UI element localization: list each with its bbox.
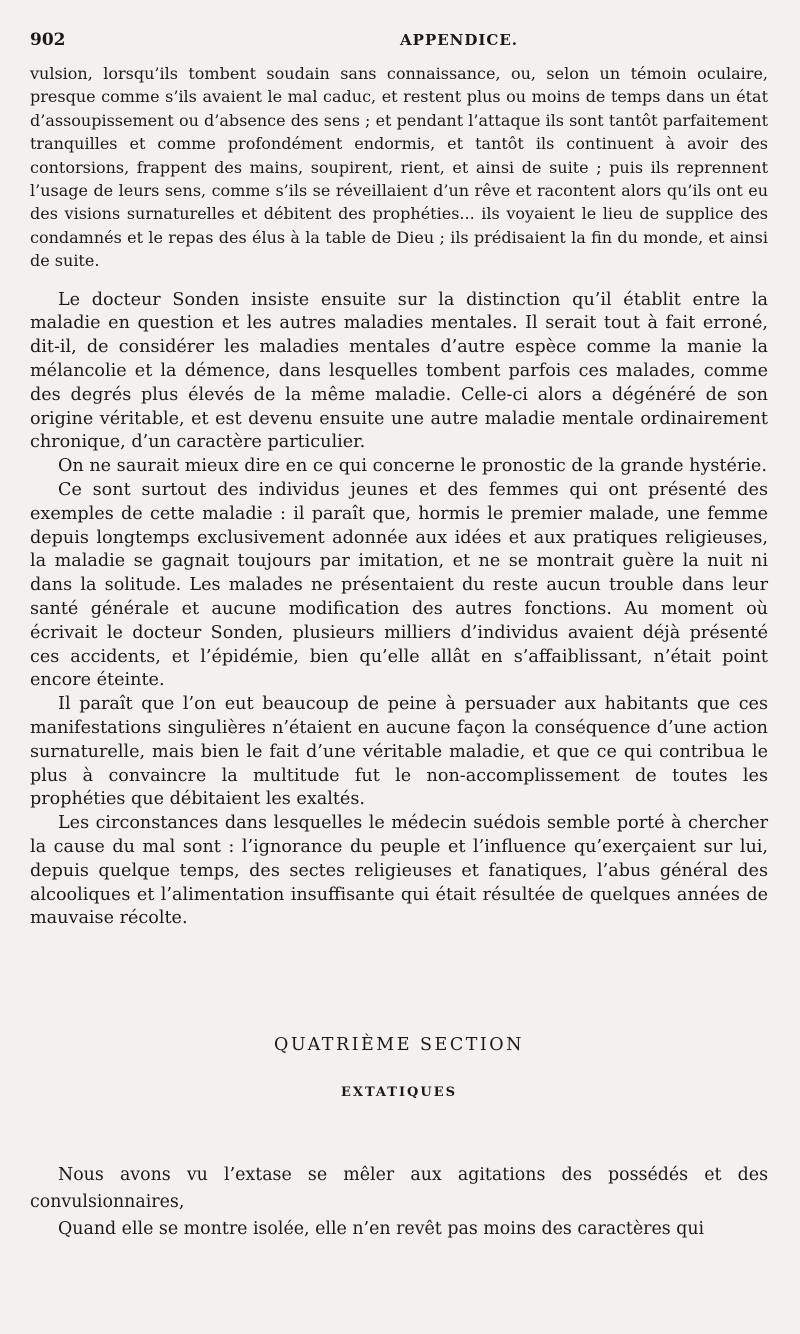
paragraph: Les circonstances dans lesquelles le médecin suédois semble porté à chercher la cause du mal sont : l’ignorance du peuple et l’influence qu’exerçaient sur lui, depuis quelque temps, des sectes religieuses et fanatiques, l’abus général des alcooliques et l’alimentation insuffisante qui était résultée de quelques années de mauvaise récolte. xyxy=(30,813,768,929)
section-title: QUATRIÈME SECTION xyxy=(274,1035,524,1056)
paragraph: Nous avons vu l’extase se mêler aux agitations des possédés et des convulsionnaires, xyxy=(30,1165,768,1213)
page-header xyxy=(30,30,768,58)
closing-text-block xyxy=(30,1162,768,1243)
main-text-block xyxy=(30,289,768,932)
quoted-text-block xyxy=(30,62,768,273)
running-title: APPENDICE. xyxy=(400,31,518,49)
paragraph: Quand elle se montre isolée, elle n’en revêt pas moins des caractères qui xyxy=(58,1219,705,1240)
page xyxy=(30,30,768,1243)
paragraph: Le docteur Sonden insiste ensuite sur la distinction qu’il établit entre la maladie en question et les autres maladies mentales. Il serait tout à fait erroné, dit-il, de considérer les maladies mentales d’autre espèce comme la manie la mélancolie et la démence, dans lesquelles tombent parfois ces malades, comme des degrés plus élevés de la même maladie. Celle-ci alors a dégénéré de son origine véritable, et est devenu ensuite une autre maladie mentale ordinairement chronique, d’un caractère particulier. xyxy=(30,289,768,453)
subsection-title: EXTATIQUES xyxy=(340,1085,458,1101)
paragraph: On ne saurait mieux dire en ce qui concerne le pronostic de la grande hystérie. xyxy=(58,456,767,477)
paragraph: vulsion, lorsqu’ils tombent soudain sans connaissance, ou, selon un témoin oculaire, presque comme s’ils avaient le mal caduc, et restent plus ou moins de temps dans un état d’assoupissement ou d’absence des sens ; et pendant l’attaque ils sont tantôt parfaitement tranquilles et comme profondément endormis, et tantôt ils continuent à avoir des contorsions, frappent des mains, soupirent, rient, et ainsi de suite ; puis ils reprennent l’usage de leurs sens, comme s’ils se réveillaient d’un rêve et racontent alors qu’ils ont eu des visions surnaturelles et débitent des prophéties... ils voyaient le lieu de supplice des condamnés et le repas des élus à la table de Dieu ; ils prédisaient la fin du monde, et ainsi de suite. xyxy=(30,64,768,271)
paragraph: Il paraît que l’on eut beaucoup de peine à persuader aux habitants que ces manifestations singulières n’étaient en aucune façon la conséquence d’une action surnaturelle, mais bien le fait d’une véritable maladie, et que ce qui contribua le plus à convaincre la multitude fut le non-accomplissement de toutes les prophéties que débitaient les exaltés. xyxy=(30,694,768,810)
page-number: 902 xyxy=(30,30,66,50)
paragraph: Ce sont surtout des individus jeunes et des femmes qui ont présenté des exemples de cette maladie : il paraît que, hormis le premier malade, une femme depuis longtemps exclusivement adonnée aux idées et aux pratiques religieuses, la maladie se gagnait toujours par imitation, et ne se montrait guère la nuit ni dans la solitude. Les malades ne présentaient du reste aucun trouble dans leur santé générale et aucune modification des autres fonctions. Au moment où écrivait le docteur Sonden, plusieurs milliers d’individus avaient déjà présenté ces accidents, et l’épidémie, bien qu’elle allât en s’affaiblissant, n’était point encore éteinte. xyxy=(30,480,768,691)
